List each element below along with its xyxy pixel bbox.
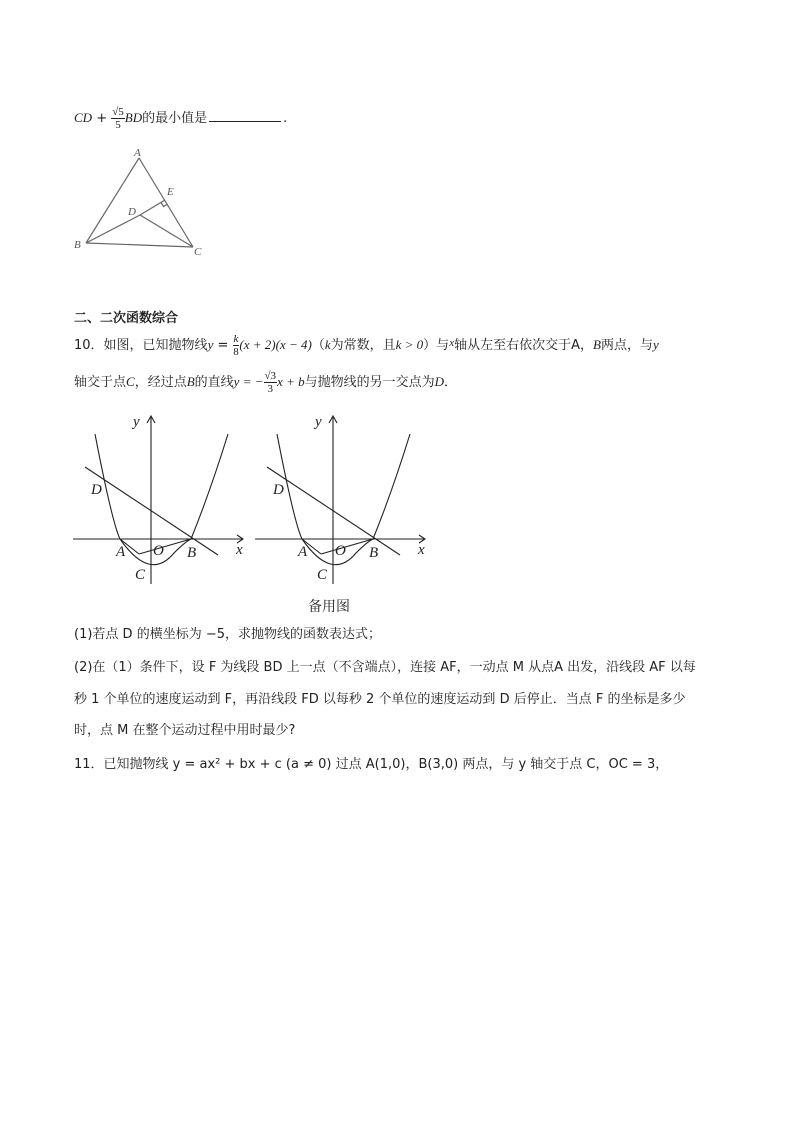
frac-den: 3 — [267, 383, 274, 395]
q10-part-2-line-3: 时，点 M 在整个运动过程中用时最少? — [74, 723, 296, 738]
label-b: B — [74, 239, 81, 251]
triangle-figure — [70, 145, 210, 260]
graph-label-y: y — [315, 414, 322, 430]
side-ac — [139, 158, 193, 247]
q10-point-d: D — [434, 374, 444, 389]
segment-cb — [321, 539, 373, 554]
graph-label-a: A — [298, 544, 308, 560]
q10-point-b: B — [593, 337, 601, 352]
graph-label-x: x — [418, 542, 425, 558]
q10-part-1: (1)若点 D 的横坐标为 −5，求抛物线的函数表达式； — [74, 627, 381, 642]
q10-number: 10． — [74, 338, 104, 353]
q10-line-1 — [74, 333, 659, 358]
graph-label-y: y — [133, 414, 140, 430]
q10-point-c: C — [126, 374, 135, 389]
q10-part-2-line-1: (2)在（1）条件下，设 F 为线段 BD 上一点（不含端点），连接 AF，一动点 M 从点A 出发，沿线段 AF 以每 — [74, 660, 696, 675]
q10-text: 的直线 — [194, 375, 234, 390]
frac-num: √3 — [264, 370, 277, 382]
graph-label-a: A — [116, 544, 126, 560]
graph-label-d: D — [91, 482, 102, 498]
q10-text: ，经过点 — [134, 375, 187, 390]
q10-var-y: y — [652, 337, 659, 352]
graph-label-o: O — [335, 543, 346, 559]
q10-var-x: x — [449, 337, 455, 349]
sqrt5-over-5 — [111, 106, 125, 131]
q10-eq-factors: (x + 2)(x − 4) — [239, 337, 312, 352]
frac-den: 5 — [115, 119, 121, 131]
label-d: D — [128, 206, 136, 218]
q10-point-a: A — [571, 338, 580, 353]
segment-dc — [140, 215, 193, 247]
frac-num: k — [233, 333, 239, 345]
expr-text: 的最小值是 — [142, 111, 208, 126]
graph-label-c: C — [317, 567, 328, 583]
parabola-graph-main — [70, 412, 255, 592]
graph-label-d: D — [273, 482, 284, 498]
side-ab — [86, 158, 139, 243]
section-heading: 二、二次函数综合 — [74, 311, 179, 326]
q10-line-2 — [74, 370, 457, 395]
graph-label-b: B — [187, 545, 197, 561]
q10-line-eq-rhs: x + b — [277, 374, 305, 389]
q10-text: 两点，与 — [600, 338, 653, 353]
graph-label-o: O — [153, 543, 164, 559]
q10-text: ， — [580, 338, 594, 353]
sqrt3-over-3 — [264, 370, 278, 395]
q10-text: ． — [444, 375, 458, 390]
segment-cb — [139, 539, 191, 554]
q10-text: 轴从左至右依次交于 — [454, 338, 572, 353]
label-e: E — [167, 186, 174, 198]
q10-condition: k > 0 — [395, 337, 424, 352]
graph-label-b: B — [369, 545, 379, 561]
graph-label-c: C — [135, 567, 146, 583]
q10-text: ）与 — [423, 338, 450, 353]
expr-period: . — [283, 111, 288, 126]
segment-de — [140, 200, 165, 215]
answer-blank[interactable] — [209, 121, 281, 122]
frac-num: √5 — [112, 106, 124, 118]
q11-line-1: 11．已知抛物线 y = ax² + bx + c (a ≠ 0) 过点 A(1,0)，B(3,0) 两点，与 y 轴交于点 C，OC = 3， — [74, 757, 669, 772]
q10-point-b: B — [186, 374, 195, 389]
q10-line-eq-lhs: y = − — [233, 374, 264, 389]
label-c: C — [194, 246, 202, 258]
q9-expression — [74, 106, 287, 131]
q10-text: 轴交于点 — [74, 375, 127, 390]
q10-text: 如图，已知抛物线 — [103, 338, 208, 353]
q10-part-2-line-2: 秒 1 个单位的速度运动到 F，再沿线段 FD 以每秒 2 个单位的速度运动到 D 后停止．当点 F 的坐标是多少 — [74, 692, 686, 707]
q10-var-k: k — [324, 337, 331, 352]
q10-text: 为常数，且 — [330, 338, 396, 353]
q10-eq-sign: = — [213, 338, 233, 353]
parabola-graph-spare — [252, 412, 437, 592]
expr-plus: + — [92, 111, 112, 126]
q10-text: （ — [311, 338, 325, 353]
expr-bd: BD — [124, 110, 143, 125]
q10-eq-y: y — [207, 337, 214, 352]
frac-den: 8 — [233, 346, 239, 358]
graph-label-x: x — [236, 542, 243, 558]
spare-figure-caption: 备用图 — [308, 599, 350, 615]
q10-text: 与抛物线的另一交点为 — [304, 375, 435, 390]
side-bc — [86, 243, 193, 247]
label-a: A — [134, 147, 141, 159]
expr-cd: CD — [74, 110, 93, 125]
